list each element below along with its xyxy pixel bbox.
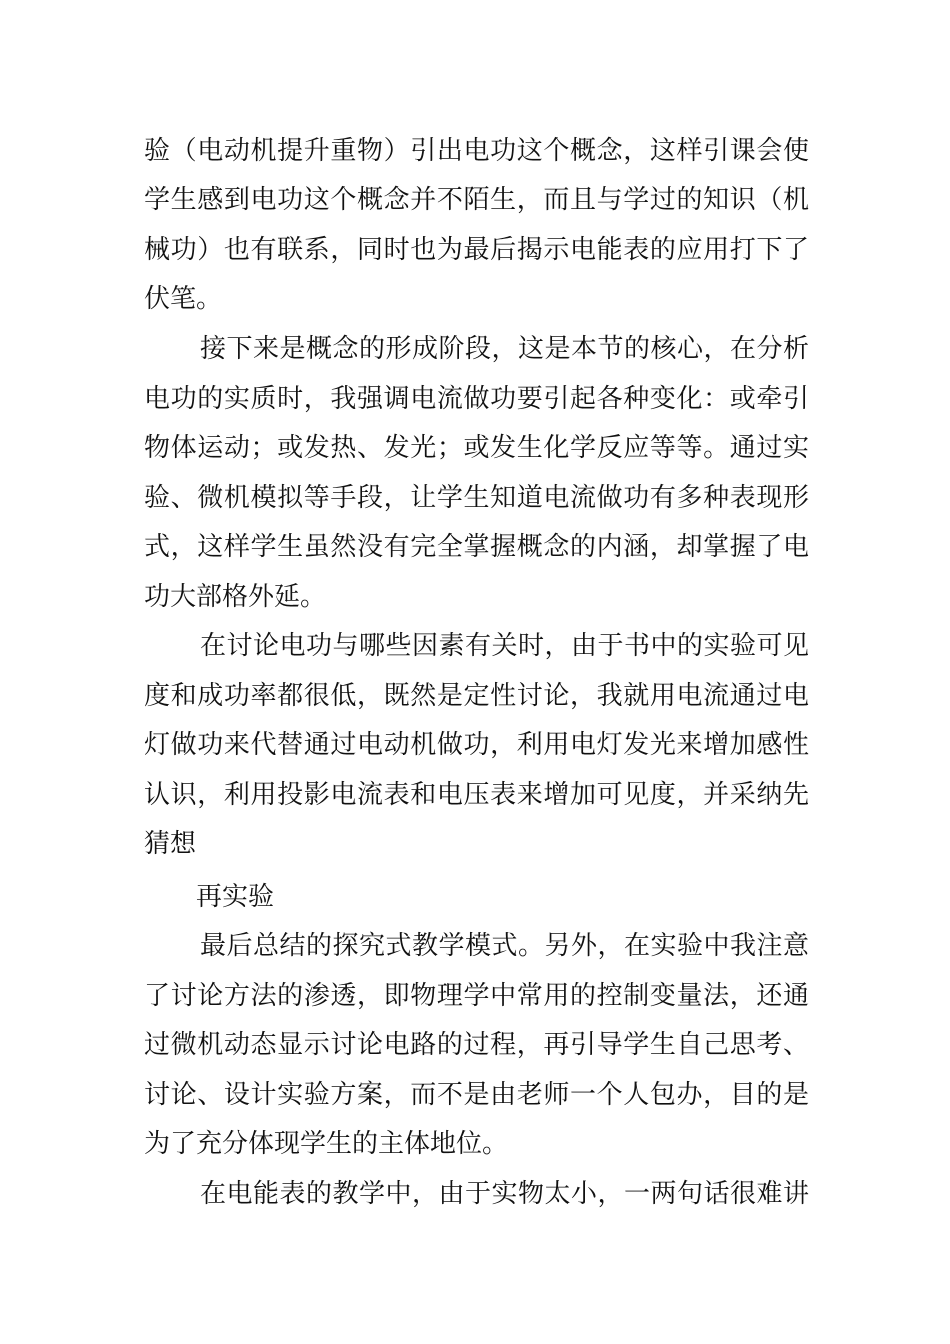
text-line: 灯做功来代替通过电动机做功，利用电灯发光来增加感性: [144, 730, 809, 760]
text-line: 度和成功率都很低，既然是定性讨论，我就用电流通过电: [144, 681, 809, 711]
text-line: 械功）也有联系，同时也为最后揭示电能表的应用打下了: [144, 235, 809, 265]
text-line: 验、微机模拟等手段，让学生知道电流做功有多种表现形: [144, 483, 809, 513]
paragraph-first-line: 在讨论电功与哪些因素有关时，由于书中的实验可见: [200, 631, 809, 661]
text-line: 式，这样学生虽然没有完全掌握概念的内涵，却掌握了电: [144, 532, 809, 562]
text-line: 物体运动；或发热、发光；或发生化学反应等等。通过实: [144, 433, 809, 463]
text-line: 讨论、设计实验方案，而不是由老师一个人包办，目的是: [144, 1080, 809, 1110]
paragraph-first-line: 最后总结的探究式教学模式。另外，在实验中我注意: [200, 931, 809, 961]
text-line: 功大部格外延。: [144, 582, 327, 612]
text-line: 电功的实质时，我强调电流做功要引起各种变化：或牵引: [144, 384, 809, 414]
text-line: 伏笔。: [144, 284, 223, 314]
text-line: 验（电动机提升重物）引出电功这个概念，这样引课会使: [144, 136, 809, 166]
text-line: 认识，利用投影电流表和电压表来增加可见度，并采纳先: [144, 780, 809, 810]
text-line: 过微机动态显示讨论电路的过程，再引导学生自己思考、: [144, 1030, 809, 1060]
paragraph-first-line: 再实验: [196, 882, 275, 912]
paragraph-first-line: 在电能表的教学中，由于实物太小，一两句话很难讲: [200, 1179, 809, 1209]
text-line: 了讨论方法的渗透，即物理学中常用的控制变量法，还通: [144, 981, 809, 1011]
text-line: 学生感到电功这个概念并不陌生，而且与学过的知识（机: [144, 185, 809, 215]
paragraph-first-line: 接下来是概念的形成阶段，这是本节的核心，在分析: [200, 334, 809, 364]
text-line: 猜想: [144, 829, 197, 859]
text-line: 为了充分体现学生的主体地位。: [144, 1129, 509, 1159]
